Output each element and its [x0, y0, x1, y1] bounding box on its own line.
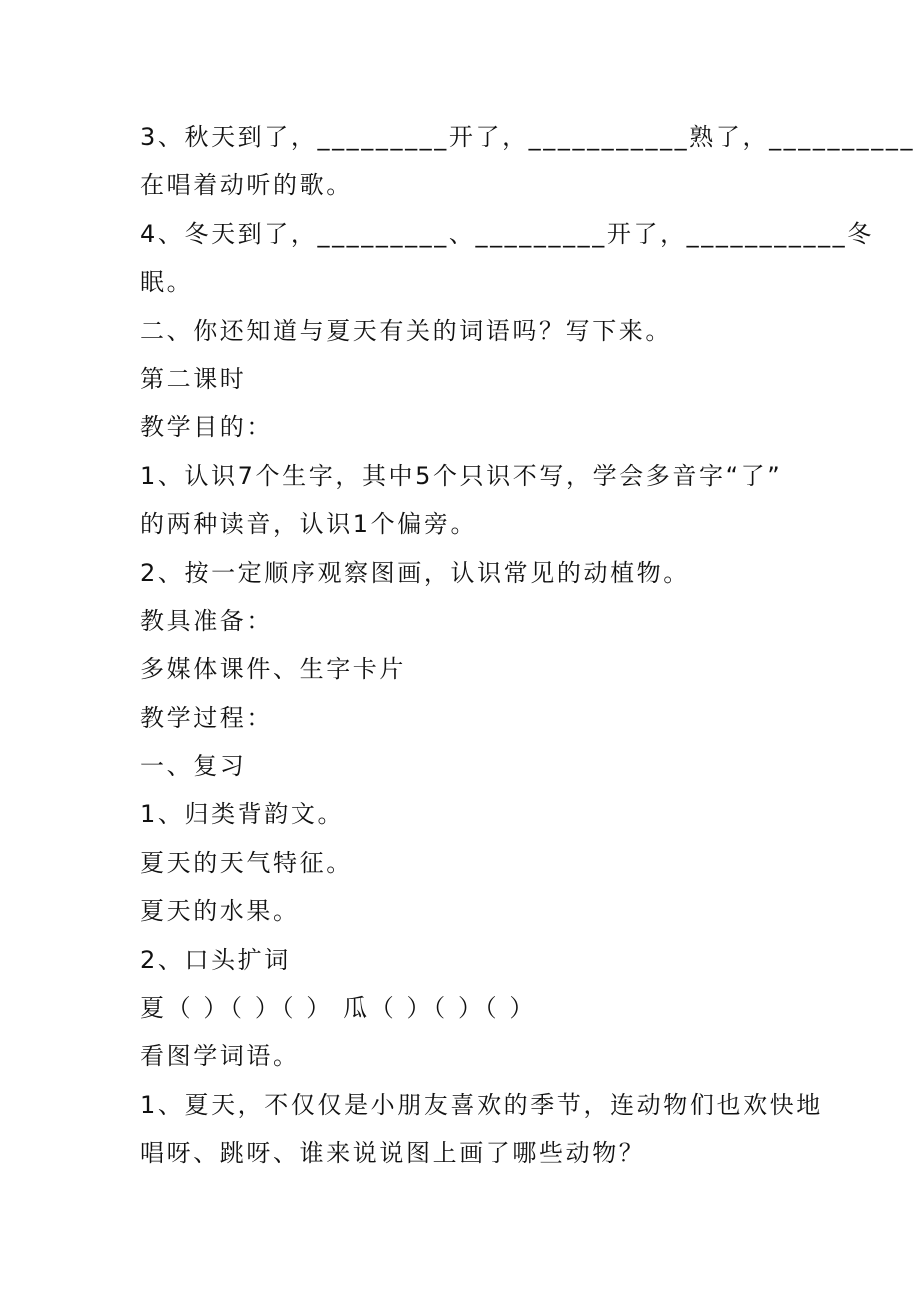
objective-2: 2、按一定顺序观察图画，认识常见的动植物。 [140, 558, 690, 587]
word-expansion-blanks: 夏（ ）（ ）（ ） 瓜（ ）（ ）（ ） [140, 994, 537, 1023]
document-page [140, 113, 916, 1178]
review-item-2: 2、口头扩词 [140, 945, 291, 974]
exercise-3-line-1: 3、秋天到了，_________开了，___________熟了，__________ [140, 123, 916, 151]
exercise-4-line-2: 眠。 [140, 268, 194, 297]
exercise-4-line-1: 4、冬天到了，_________、_________开了，___________冬 [140, 219, 874, 248]
picture-question-line-1: 1、夏天，不仅仅是小朋友喜欢的季节，连动物们也欢快地 [140, 1090, 823, 1119]
review-heading: 一、复习 [140, 752, 247, 781]
review-item-1: 1、归类背韵文。 [140, 800, 345, 829]
teaching-aids-text: 多媒体课件、生字卡片 [140, 655, 406, 684]
objective-1-line-1: 1、认识7个生字，其中5个只识不写，学会多音字“了” [140, 461, 783, 490]
teaching-aids-heading: 教具准备： [140, 606, 273, 635]
teaching-process-heading: 教学过程： [140, 703, 273, 732]
teaching-objectives-heading: 教学目的： [140, 413, 273, 442]
exercise-3-line-2: 在唱着动听的歌。 [140, 171, 353, 200]
review-item-weather: 夏天的天气特征。 [140, 848, 353, 877]
picture-question-line-2: 唱呀、跳呀、谁来说说图上画了哪些动物？ [140, 1139, 646, 1168]
section-two-heading: 二、你还知道与夏天有关的词语吗？写下来。 [140, 316, 672, 345]
review-item-fruit: 夏天的水果。 [140, 897, 300, 926]
lesson-two-title: 第二课时 [140, 364, 247, 393]
picture-vocabulary-heading: 看图学词语。 [140, 1042, 300, 1071]
objective-1-line-2: 的两种读音，认识1个偏旁。 [140, 510, 478, 539]
